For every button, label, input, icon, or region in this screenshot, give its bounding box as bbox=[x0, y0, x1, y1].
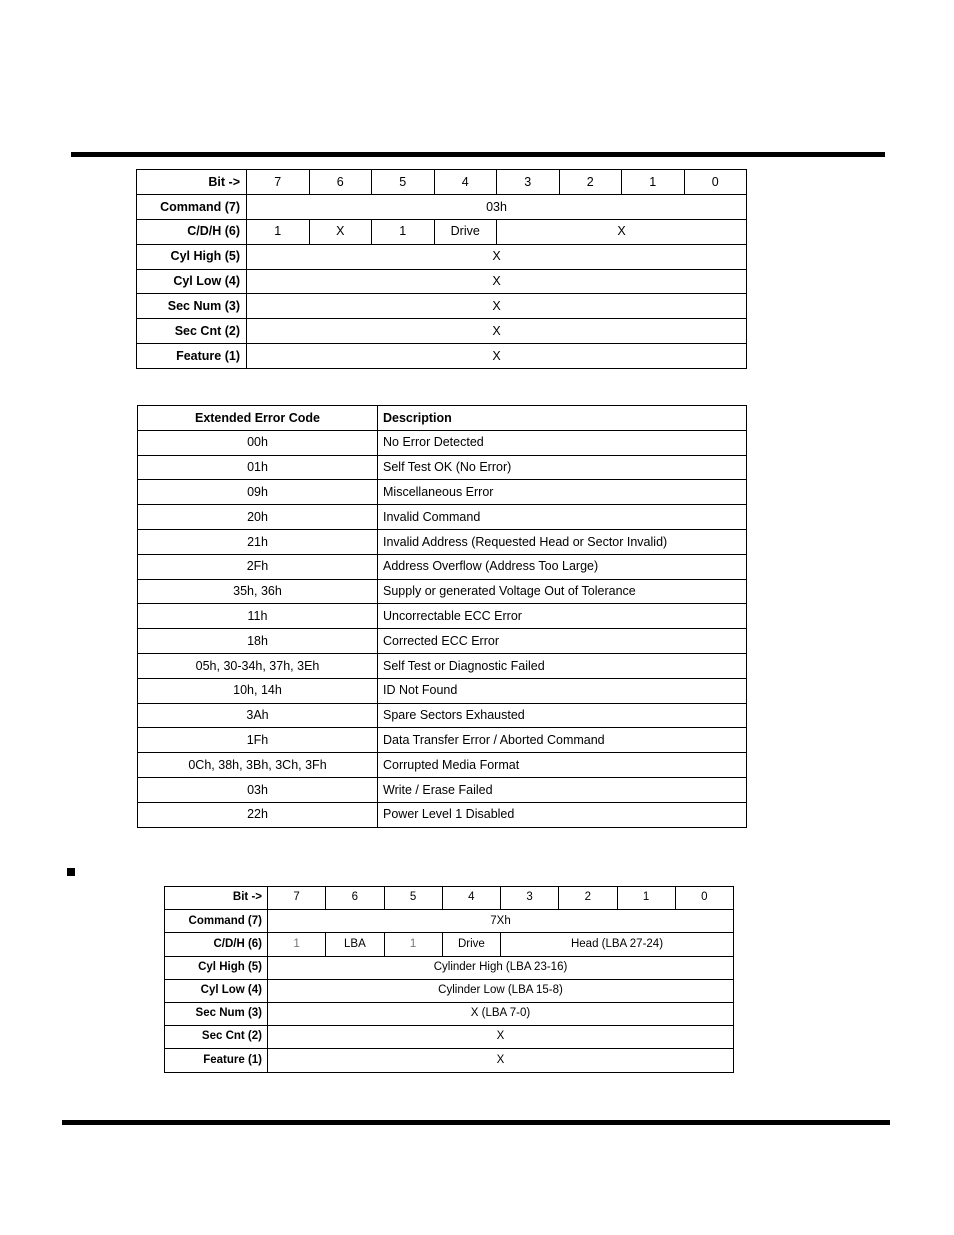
row-label: Cyl High (5) bbox=[165, 956, 268, 979]
table-row bbox=[137, 244, 747, 269]
table-row bbox=[138, 505, 747, 530]
error-code: 1Fh bbox=[138, 728, 378, 753]
header-code: Extended Error Code bbox=[138, 406, 378, 431]
table-row bbox=[138, 554, 747, 579]
bit-cell: 7 bbox=[247, 170, 310, 195]
table-row bbox=[138, 777, 747, 802]
bit-cell: 5 bbox=[384, 887, 442, 910]
error-description: Invalid Command bbox=[378, 505, 747, 530]
error-code: 01h bbox=[138, 455, 378, 480]
cdh-cell: X bbox=[309, 219, 372, 244]
error-code: 18h bbox=[138, 629, 378, 654]
error-code: 03h bbox=[138, 777, 378, 802]
cdh-cell: LBA bbox=[326, 933, 384, 956]
error-code: 21h bbox=[138, 529, 378, 554]
table-row bbox=[165, 956, 734, 979]
error-code: 0Ch, 38h, 3Bh, 3Ch, 3Fh bbox=[138, 753, 378, 778]
row-value: X bbox=[247, 244, 747, 269]
cdh-label: C/D/H (6) bbox=[165, 933, 268, 956]
register-table-identify bbox=[136, 169, 747, 369]
row-label: Cyl High (5) bbox=[137, 244, 247, 269]
bit-cell: 5 bbox=[372, 170, 435, 195]
table-row bbox=[137, 194, 747, 219]
table-row bbox=[138, 678, 747, 703]
table-row bbox=[165, 910, 734, 933]
bit-cell: 2 bbox=[559, 887, 617, 910]
row-value: Cylinder High (LBA 23-16) bbox=[268, 956, 734, 979]
table-row bbox=[138, 653, 747, 678]
bullet-square-icon bbox=[67, 868, 75, 876]
cdh-cell: 1 bbox=[247, 219, 310, 244]
header-description: Description bbox=[378, 406, 747, 431]
error-code: 35h, 36h bbox=[138, 579, 378, 604]
command-label: Command (7) bbox=[165, 910, 268, 933]
table-row bbox=[165, 1002, 734, 1025]
cdh-cell: Head (LBA 27-24) bbox=[501, 933, 734, 956]
row-value: X bbox=[247, 269, 747, 294]
row-value: X bbox=[247, 319, 747, 344]
table-row bbox=[138, 802, 747, 827]
table-row bbox=[137, 294, 747, 319]
table-row bbox=[137, 219, 747, 244]
table-row bbox=[138, 529, 747, 554]
error-description: Power Level 1 Disabled bbox=[378, 802, 747, 827]
table-row bbox=[137, 170, 747, 195]
cdh-cell: X bbox=[497, 219, 747, 244]
command-label: Command (7) bbox=[137, 194, 247, 219]
error-description: ID Not Found bbox=[378, 678, 747, 703]
bit-cell: 0 bbox=[675, 887, 733, 910]
error-description: Corrected ECC Error bbox=[378, 629, 747, 654]
bit-cell: 3 bbox=[501, 887, 559, 910]
error-description: Uncorrectable ECC Error bbox=[378, 604, 747, 629]
error-code: 20h bbox=[138, 505, 378, 530]
error-description: Spare Sectors Exhausted bbox=[378, 703, 747, 728]
bit-label: Bit -> bbox=[137, 170, 247, 195]
bit-cell: 7 bbox=[268, 887, 326, 910]
row-label: Cyl Low (4) bbox=[137, 269, 247, 294]
row-value: X bbox=[268, 1026, 734, 1049]
cdh-cell: Drive bbox=[434, 219, 497, 244]
bit-label: Bit -> bbox=[165, 887, 268, 910]
table-row bbox=[165, 979, 734, 1002]
register-table-lba bbox=[164, 886, 734, 1073]
table-row bbox=[138, 753, 747, 778]
table-row bbox=[137, 319, 747, 344]
command-value: 7Xh bbox=[268, 910, 734, 933]
command-value: 03h bbox=[247, 194, 747, 219]
error-code: 00h bbox=[138, 430, 378, 455]
bit-cell: 2 bbox=[559, 170, 622, 195]
row-label: Cyl Low (4) bbox=[165, 979, 268, 1002]
table-row bbox=[137, 344, 747, 369]
bit-cell: 1 bbox=[617, 887, 675, 910]
row-label: Sec Cnt (2) bbox=[165, 1026, 268, 1049]
table-row bbox=[138, 728, 747, 753]
row-label: Sec Num (3) bbox=[137, 294, 247, 319]
table-row bbox=[138, 629, 747, 654]
error-code: 3Ah bbox=[138, 703, 378, 728]
row-value: X bbox=[247, 344, 747, 369]
error-description: Invalid Address (Requested Head or Sector Invalid) bbox=[378, 529, 747, 554]
error-description: Miscellaneous Error bbox=[378, 480, 747, 505]
bit-cell: 1 bbox=[622, 170, 685, 195]
table-row bbox=[137, 269, 747, 294]
error-description: Self Test OK (No Error) bbox=[378, 455, 747, 480]
table-row bbox=[138, 579, 747, 604]
error-description: Supply or generated Voltage Out of Tolerance bbox=[378, 579, 747, 604]
error-code: 10h, 14h bbox=[138, 678, 378, 703]
error-code: 2Fh bbox=[138, 554, 378, 579]
bottom-rule bbox=[62, 1120, 890, 1125]
table-row bbox=[165, 933, 734, 956]
error-description: No Error Detected bbox=[378, 430, 747, 455]
row-value: Cylinder Low (LBA 15-8) bbox=[268, 979, 734, 1002]
cdh-cell: 1 bbox=[384, 933, 442, 956]
table-row bbox=[165, 1049, 734, 1072]
bit-cell: 4 bbox=[442, 887, 500, 910]
error-code: 22h bbox=[138, 802, 378, 827]
table-row bbox=[138, 604, 747, 629]
bit-cell: 4 bbox=[434, 170, 497, 195]
error-description: Self Test or Diagnostic Failed bbox=[378, 653, 747, 678]
row-label: Feature (1) bbox=[165, 1049, 268, 1072]
cdh-cell: 1 bbox=[268, 933, 326, 956]
error-description: Corrupted Media Format bbox=[378, 753, 747, 778]
error-description: Data Transfer Error / Aborted Command bbox=[378, 728, 747, 753]
bit-cell: 0 bbox=[684, 170, 747, 195]
cdh-cell: Drive bbox=[442, 933, 500, 956]
row-label: Feature (1) bbox=[137, 344, 247, 369]
table-row bbox=[165, 887, 734, 910]
bit-cell: 6 bbox=[309, 170, 372, 195]
error-description: Write / Erase Failed bbox=[378, 777, 747, 802]
row-value: X bbox=[268, 1049, 734, 1072]
row-label: Sec Cnt (2) bbox=[137, 319, 247, 344]
error-code: 05h, 30-34h, 37h, 3Eh bbox=[138, 653, 378, 678]
row-label: Sec Num (3) bbox=[165, 1002, 268, 1025]
error-code: 09h bbox=[138, 480, 378, 505]
table-row bbox=[165, 1026, 734, 1049]
top-rule bbox=[71, 152, 885, 157]
error-code: 11h bbox=[138, 604, 378, 629]
error-description: Address Overflow (Address Too Large) bbox=[378, 554, 747, 579]
cdh-cell: 1 bbox=[372, 219, 435, 244]
row-value: X (LBA 7-0) bbox=[268, 1002, 734, 1025]
cdh-label: C/D/H (6) bbox=[137, 219, 247, 244]
row-value: X bbox=[247, 294, 747, 319]
table-header-row bbox=[138, 406, 747, 431]
bit-cell: 6 bbox=[326, 887, 384, 910]
bit-cell: 3 bbox=[497, 170, 560, 195]
table-row bbox=[138, 430, 747, 455]
table-row bbox=[138, 480, 747, 505]
table-row bbox=[138, 455, 747, 480]
extended-error-code-table bbox=[137, 405, 747, 828]
table-row bbox=[138, 703, 747, 728]
